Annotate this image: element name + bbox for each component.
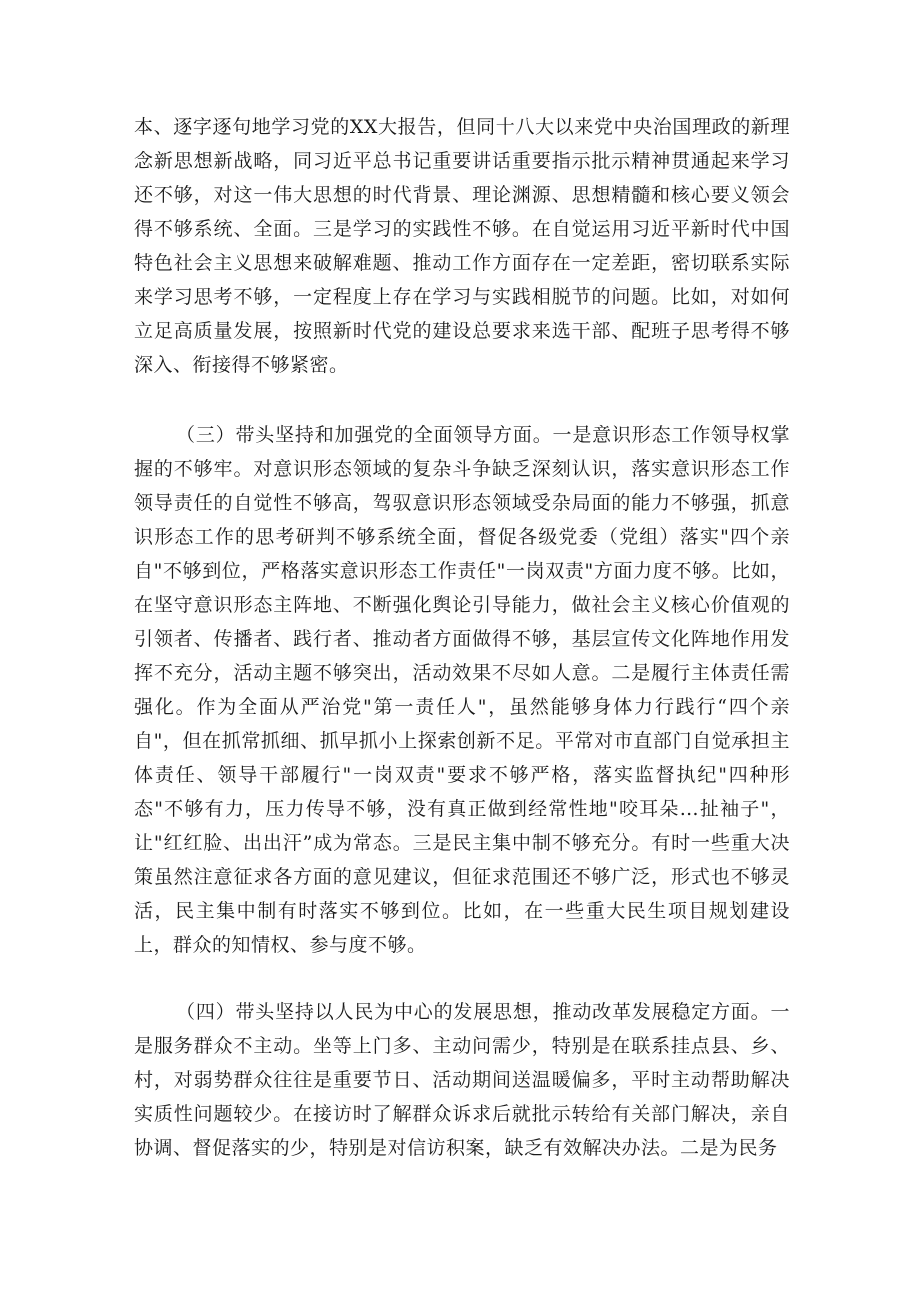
paragraph-party-leadership: （三）带头坚持和加强党的全面领导方面。一是意识形态工作领导权掌握的不够牢。对意识形态领域的复杂斗争缺乏深刻认识，落实意识形态工作领导责任的自觉性不够高，驾驭意识形态领域受杂局面的能力不够强，抓意识形态工作的思考研判不够系统全面，督促各级党委（党组）落实"四个亲自"不够到位，严格落实意识形态工作责任"一岗双责"方面力度不够。比如，在坚守意识形态主阵地、不断强化舆论引导能力，做社会主义核心价值观的引领者、传播者、践行者、推动者方面做得不够，基层宣传文化阵地作用发挥不充分，活动主题不够突出，活动效果不尽如人意。二是履行主体责任需强化。作为全面从严治党"第一责任人"，虽然能够身体力行践行“四个亲自"，但在抓常抓细、抓早抓小上探索创新不足。平常对市直部门自觉承担主体责任、领导干部履行"一岗双责"要求不够严格，落实监督执纪"四种形态"不够有力，压力传导不够，没有真正做到经常性地"咬耳朵…扯袖子"，让"红红脸、出出汗”成为常态。三是民主集中制不够充分。有时一些重大决策虽然注意征求各方面的意见建议，但征求范围还不够广泛，形式也不够灵活，民主集中制有时落实不够到位。比如，在一些重大民生项目规划建设上，群众的知情权、参与度不够。 [134, 424, 790, 956]
paragraph-people-centered: （四）带头坚持以人民为中心的发展思想，推动改革发展稳定方面。一是服务群众不主动。坐等上门多、主动问需少，特别是在联系挂点县、乡、村，对弱势群众往往是重要节日、活动期间送温暖偏多，平时主动帮助解决实质性问题较少。在接访时了解群众诉求后就批示转给有关部门解决，亲自协调、督促落实的少，特别是对信访积案，缺乏有效解决办法。二是为民务 [134, 1001, 790, 1159]
paragraph-study-practice: 本、逐字逐句地学习党的XX大报告，但同十八大以来党中央治国理政的新理念新思想新战略，同习近平总书记重要讲话重要指示批示精神贯通起来学习还不够，对这一伟大思想的时代背景、理论渊源、思想精髓和核心要义领会得不够系统、全面。三是学习的实践性不够。在自觉运用习近平新时代中国特色社会主义思想来破解难题、推动工作方面存在一定差距，密切联系实际来学习思考不够，一定程度上存在学习与实践相脱节的问题。比如，对如何立足高质量发展，按照新时代党的建设总要求来选干部、配班子思考得不够深入、衔接得不够紧密。 [134, 116, 790, 376]
